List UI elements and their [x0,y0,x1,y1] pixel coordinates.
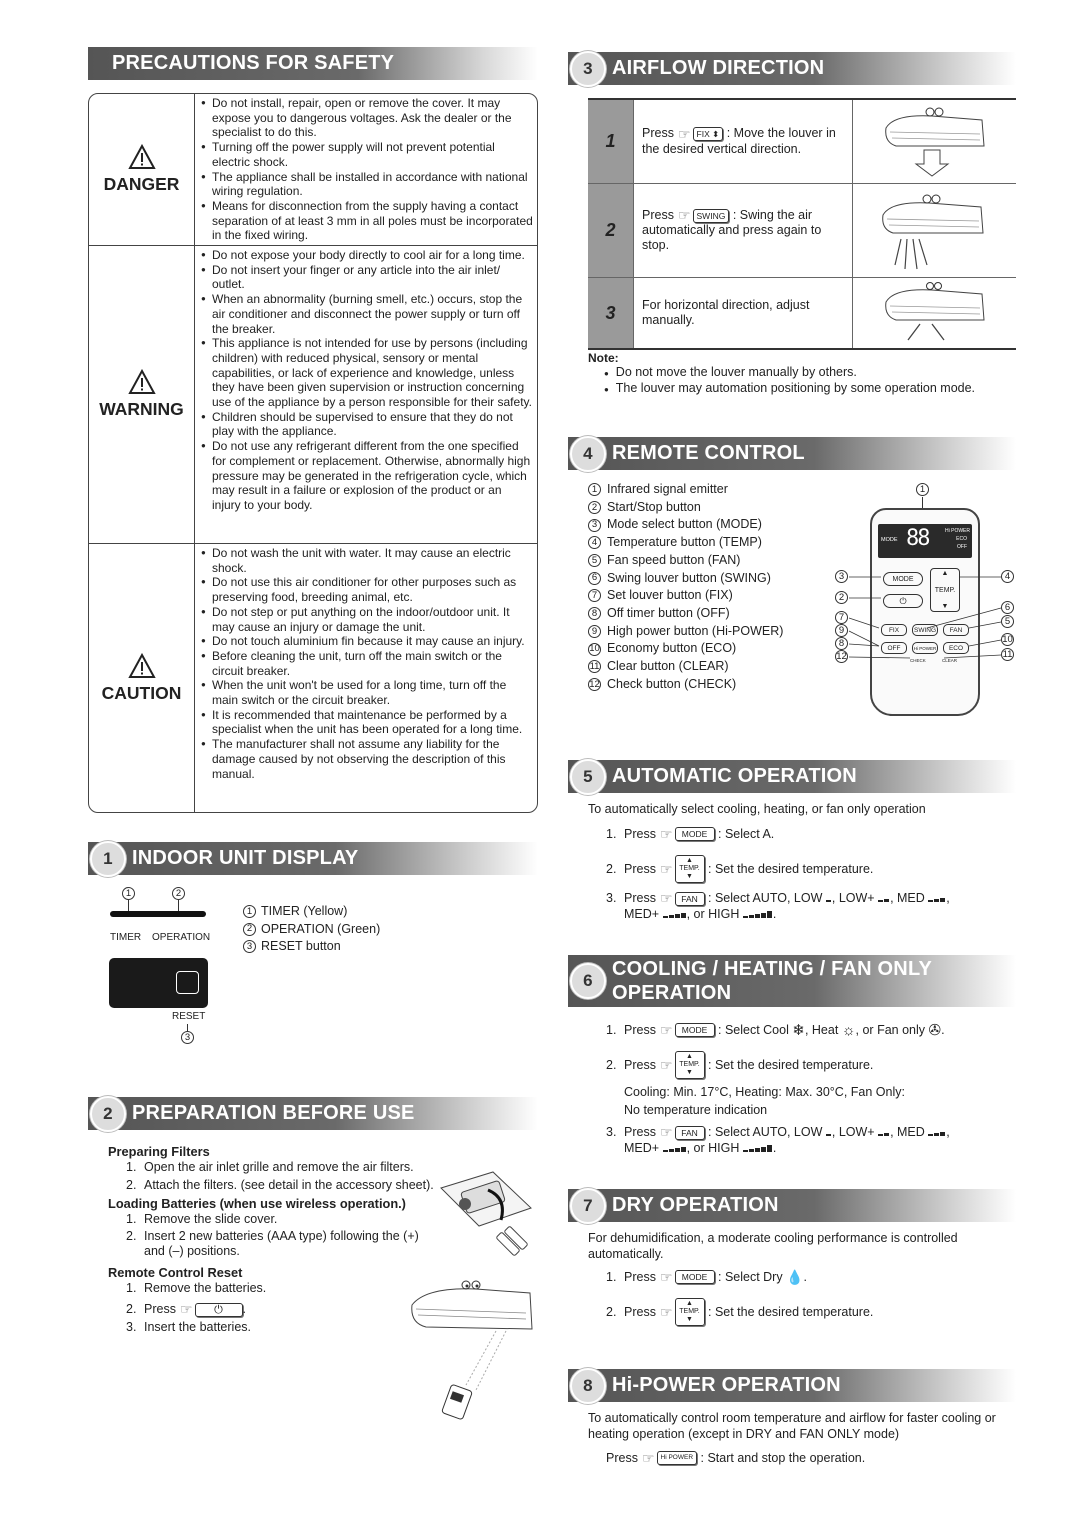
press-label: Press [624,1125,656,1140]
callout-1: 1 [916,483,929,496]
louver-horizontal-illustration [880,282,990,344]
step-text: : Start and stop the operation. [700,1451,866,1465]
power-button[interactable]: ⏻ [195,1303,243,1317]
step-num: 2. [606,1058,617,1072]
airflow-instruction: : Move the louver in the desired vertical direction. [642,126,836,156]
filter-step-2: Attach the filters. (see detail in the accessory sheet). [144,1177,434,1192]
step-text: : Select AUTO, LOW [708,891,823,906]
remote-eco-button[interactable]: ECO [943,642,969,654]
callout-7: 7 [835,611,848,624]
fan-button[interactable]: FAN [675,1126,705,1140]
remote-legend-item [588,623,783,641]
caution-items [195,544,537,812]
section-7-title: DRY OPERATION [612,1194,779,1216]
section-number: 7 [570,1188,606,1224]
fan-high-icon [743,1141,773,1157]
step-num: 2. [126,1302,137,1317]
hipower-step [606,1446,865,1470]
step-num: 2. [606,1305,617,1319]
section-number: 2 [90,1096,126,1132]
lcd-digits: 88 [906,526,929,551]
legend-number: 6 [588,572,601,585]
section-number: 6 [570,963,606,999]
caution-row [89,544,537,812]
section-5-title: AUTOMATIC OPERATION [612,765,857,787]
warning-label: WARNING [99,399,184,419]
cool-snowflake-icon: ❄ [792,1022,805,1039]
safety-item: ● Do not use any refrigerant different from the one specified for complement or replacement. Otherwise, abnormally high pressure may be generated in the refrigeration cycle, which may result in a failure or explosion of the product or an injury to your body. [201,439,533,513]
airflow-illustration [853,100,1016,183]
step-text: , MED [890,1125,925,1140]
step-text: . [772,1140,777,1155]
section-number: 4 [570,436,606,472]
hand-icon: ☞ [677,125,691,142]
hand-icon: ☞ [659,1021,673,1038]
press-label: Press [624,891,656,906]
legend-label: Clear button (CLEAR) [607,659,729,674]
danger-label: DANGER [103,174,180,194]
step-num: 1. [126,1160,137,1174]
auto-steps: 1. Press ☞ MODE : Select A. 2. Press ☞ ▲ TEMP. ▼ : Set the desired temperature. 3. Press ☞ FAN : Select AUTO, LOW , LOW+ , MED , MED+ , or HIGH . [606,825,950,921]
remote-fan-button[interactable]: FAN [943,624,969,636]
filters-heading: Preparing Filters [108,1144,210,1159]
press-label: Press [642,126,674,141]
fan-button[interactable]: FAN [675,892,705,906]
remote-power-button[interactable]: ⏻ [883,594,923,608]
safety-item: ● This appliance is not intended for use by persons (including children) with reduced physical, sensory or mental capabilities, or lack of experience and knowledge, unless they have been given supervision or instruction concerning use of the appliance by a person responsible for their safety. [201,336,533,410]
remote-off-button[interactable]: OFF [881,642,907,654]
hand-icon: ☞ [677,207,691,224]
step-text: : Set the desired temperature. [708,862,874,876]
battery-step-2: Insert 2 new batteries (AAA type) following the (+) and (–) positions. [144,1228,419,1258]
temp-button[interactable]: ▲ TEMP. ▼ [675,855,705,883]
warning-label-cell [89,246,195,543]
safety-table [88,93,538,813]
caution-label-cell [89,544,195,812]
temp-label: TEMP. [679,1061,700,1068]
step-text: , LOW+ [831,891,875,906]
caution-label: CAUTION [101,682,182,703]
legend-number: 9 [588,625,601,638]
warning-row [89,246,537,544]
airflow-table [588,98,1016,350]
step-num: 1. [606,1023,617,1037]
step-text: : Set the desired temperature. [708,1058,874,1072]
step-text: . [803,1270,808,1284]
legend-num: 1 [243,905,256,918]
step-num: 1. [126,1280,137,1295]
legend-label: Set louver button (FIX) [607,588,733,603]
legend-reset: RESET button [261,939,341,953]
step-text: : Select AUTO, LOW [708,1125,823,1140]
step-num: 2. [126,1177,137,1192]
safety-header [88,47,538,80]
section-number: 1 [90,841,126,877]
section-2-title: PREPARATION BEFORE USE [132,1102,415,1124]
danger-row [89,94,537,246]
step-text: : Select A. [718,827,775,841]
safety-item: ● Do not touch aluminium fin because it may cause an injury. [201,634,533,649]
remote-hipower-button[interactable]: Hi POWER [912,642,938,654]
step-text: , Heat [804,1023,839,1037]
note-1: Do not move the louver manually by others. [615,365,857,379]
step-text: . [941,1023,945,1037]
warning-items [195,246,537,543]
lcd-mode: MODE [881,537,898,543]
louver-swing-illustration [877,189,993,273]
remote-legend-item [588,676,783,694]
step-text: , or HIGH [686,906,740,921]
operation-label: OPERATION [152,932,211,943]
safety-item: ● Do not use this air conditioner for other purposes such as preserving food, breeding animal, etc. [201,575,533,604]
airflow-row-text [634,100,853,183]
temp-range-line: No temperature indication [624,1103,768,1117]
step-text: , or HIGH [686,1140,740,1155]
legend-label: Fan speed button (FAN) [607,552,741,567]
filter-step-1: Open the air inlet grille and remove the air filters. [144,1160,414,1174]
remote-mode-button[interactable]: MODE [883,572,923,586]
cool-heat-steps: 1. Press ☞ MODE : Select Cool ❄ , Heat ☼ , or Fan only ✇ . 2. Press ☞ ▲ TEMP. ▼ : Set the desired temperature. Cooling: Min. 17°C, Heating: Max. 30°C, Fan Only: No temperature indication 3. Press ☞ FAN : Select AUTO, LOW , LOW+ , MED , MED+ , or HIGH . [606,1018,1016,1156]
step-num: 2. [126,1228,137,1243]
airflow-row-text [634,184,853,277]
safety-item: ● When the unit won't be used for a long time, turn off the main switch or the circuit breaker. [201,678,533,707]
legend-number: 4 [588,536,601,549]
safety-title: PRECAUTIONS FOR SAFETY [112,52,395,74]
heat-sun-icon: ☼ [841,1021,856,1039]
section-3-title: AIRFLOW DIRECTION [612,57,825,79]
legend-timer: TIMER (Yellow) [261,904,348,918]
legend-label: Off timer button (OFF) [607,605,730,620]
remote-legend-item [588,587,783,605]
step-num: 3. [126,1319,137,1334]
dry-droplet-icon: 💧 [786,1268,804,1285]
indoor-display-figure [108,886,238,1056]
temp-range-line: Cooling: Min. 17°C, Heating: Max. 30°C, Fan Only: [624,1085,905,1099]
temp-label: TEMP. [679,865,700,872]
airflow-row [588,184,1016,278]
fan-only-icon: ✇ [928,1022,942,1039]
remote-check-label[interactable]: CHECK [910,658,926,663]
press-label: Press [606,1451,638,1465]
section-1-title: INDOOR UNIT DISPLAY [132,847,359,869]
step-text: : Select Dry [718,1270,783,1284]
step-num: 1. [126,1212,137,1226]
section-6-title-line1: COOLING / HEATING / FAN ONLY [612,958,933,980]
reset-heading: Remote Control Reset [108,1264,243,1280]
remote-temp-button[interactable]: ▲ TEMP. ▼ [930,568,960,612]
fan-medplus-icon [663,1141,687,1157]
remote-legend-item [588,499,783,517]
callout-3: 3 [835,570,848,583]
reset-step-1: Remove the batteries. [144,1280,267,1295]
remote-legend-item [588,570,783,588]
hand-icon: ☞ [179,1301,193,1317]
step-num: 1. [606,827,617,841]
airflow-note: Note: ● Do not move the louver manually by others. ● The louver may automation positioning by some operation mode. [588,351,1016,397]
callout-4: 4 [1001,570,1014,583]
timer-label: TIMER [110,932,142,943]
airflow-illustration [853,184,1016,277]
hand-icon: ☞ [659,860,673,877]
legend-num: 2 [243,923,256,936]
warning-triangle-icon [128,369,156,395]
legend-label: Temperature button (TEMP) [607,535,762,550]
step-text: . [772,906,777,921]
fan-medplus-icon [663,907,687,923]
section-5-header [568,760,1016,793]
battery-remote-illustration [433,1168,538,1264]
hand-icon: ☞ [659,1303,673,1320]
section-6-header [568,955,1016,1007]
remote-clear-label[interactable]: CLEAR [942,658,958,663]
danger-label-cell [89,94,195,245]
safety-item: ● Do not install, repair, open or remove the cover. It may expose you to dangerous voltages. Ask the dealer or the specialist to do this. [201,96,533,140]
callout-3: 3 [181,1031,194,1044]
press-label: Press [624,1305,656,1319]
legend-operation: OPERATION (Green) [261,921,381,936]
callout-1: 1 [122,887,135,900]
callout-11: 11 [1002,648,1013,660]
hand-icon: ☞ [659,1124,673,1140]
step-num: 1. [606,1270,617,1284]
airflow-illustration [853,278,1016,348]
airflow-row [588,278,1016,348]
mode-button[interactable]: MODE [675,827,715,841]
section-number: 3 [570,51,606,87]
temp-label: TEMP. [679,1308,700,1315]
lcd-eco: ECO [956,536,967,542]
safety-item: ● When an abnormality (burning smell, etc.) occurs, stop the air conditioner and disconnect the power supply or turn off the breaker. [201,292,533,336]
reset-step-2: Press [144,1302,176,1317]
safety-item: ● The appliance shall be installed in accordance with national wiring regulation. [201,170,533,199]
legend-label: Check button (CHECK) [607,676,737,691]
mode-button[interactable]: MODE [675,1270,715,1284]
legend-label: Mode select button (MODE) [607,517,762,532]
remote-legend-item [588,534,783,552]
safety-item: ● Do not expose your body directly to cool air for a long time. [201,248,533,263]
indoor-unit-illustration [406,1275,538,1423]
fan-med-icon [928,1125,946,1141]
legend-label: Start/Stop button [607,499,701,514]
note-2: The louver may automation positioning by some operation mode. [615,381,976,395]
swing-button[interactable]: SWING [693,209,730,223]
reset-label: RESET [172,1011,206,1022]
safety-item: ● It is recommended that maintenance be performed by a specialist when the unit has been operated for a long time. [201,708,533,737]
temp-label: TEMP. [934,586,956,594]
step-text: MED+ [624,1140,660,1155]
batteries-heading: Loading Batteries (when use wireless operation.) [108,1196,406,1211]
step-num: 3. [606,1125,617,1139]
airflow-instruction: : Swing the air automatically and press again to stop. [642,207,822,253]
safety-item: ● Before cleaning the unit, turn off the main switch or the circuit breaker. [201,649,533,678]
legend-label: High power button (Hi-POWER) [607,623,784,638]
step-text: , MED [890,891,925,906]
safety-item: ● Do not step or put anything on the indoor/outdoor unit. It may cause an injury or damage the unit. [201,605,533,634]
section-8-title: Hi-POWER OPERATION [612,1374,841,1396]
legend-number: 10 [589,643,600,655]
airflow-row-number: 3 [588,278,634,348]
step-text: : Select Cool [718,1023,789,1037]
lcd-off: OFF [957,544,967,550]
section-number: 5 [570,759,606,795]
hand-icon: ☞ [659,825,673,842]
note-label: Note: [588,351,619,365]
callout-lines [832,482,1016,717]
temp-button[interactable]: ▲ TEMP. ▼ [675,1298,705,1326]
step-text: : Set the desired temperature. [708,1305,874,1319]
remote-legend [588,481,783,693]
legend-number: 5 [588,554,601,567]
auto-intro: To automatically select cooling, heating, or fan only operation [588,802,926,816]
section-4-title: REMOTE CONTROL [612,442,805,464]
reset-button[interactable] [176,971,199,994]
callout-12: 12 [836,650,847,662]
legend-number: 2 [588,501,601,514]
step-text: , or Fan only [855,1023,926,1037]
airflow-row-number: 2 [588,184,634,277]
fan-med-icon [928,891,946,907]
press-label: Press [642,207,674,222]
callout-2: 2 [835,591,848,604]
legend-number: 8 [588,607,601,620]
dry-steps [606,1265,1016,1330]
fan-lowplus-icon [878,891,890,907]
press-label: Press [624,1058,656,1072]
section-2-header [88,1097,538,1130]
legend-label: Economy button (ECO) [607,641,737,656]
step-text: MED+ [624,906,660,921]
mode-button[interactable]: MODE [675,1023,715,1037]
callout-8: 8 [835,637,848,650]
hand-icon: ☞ [641,1449,655,1466]
fan-high-icon [743,907,773,923]
section-7-header [568,1189,1016,1222]
fan-lowplus-icon [878,1125,890,1141]
remote-legend-item [588,640,783,658]
hipower-button[interactable]: Hi POWER [657,1451,698,1465]
remote-legend-item [588,516,783,534]
reset-step-3: Insert the batteries. [144,1319,252,1334]
airflow-row-text: For horizontal direction, adjust manually. [634,278,853,348]
callout-6: 6 [1001,601,1014,614]
legend-number: 3 [588,519,601,532]
hand-icon: ☞ [659,890,673,906]
callout-10: 10 [1002,633,1013,645]
danger-items [195,94,537,245]
legend-num: 3 [243,940,256,953]
section-4-header [568,437,1016,470]
remote-swing-button[interactable]: SWING [912,624,938,636]
lcd-hipower: Hi POWER [945,528,970,534]
warning-triangle-icon [128,144,156,170]
remote-legend-item [588,605,783,623]
legend-number: 11 [589,660,600,672]
legend-label: Swing louver button (SWING) [607,570,771,585]
display-legend [243,903,380,956]
preparation-content: Preparing Filters 1. Open the air inlet grille and remove the air filters. 2. Attach the filters. (see detail in the accessory sheet). Loading Batteries (when use wireless operation.) 1. Remove the slide cover. 2. Insert 2 new batteries (AAA type) following the (+) and (–) positions. Remote Control Reset 1. Remove the batteries. 2. Press ☞ ⏻ . 3. Insert the batteries. [108,1144,538,1336]
dry-intro: For dehumidification, a moderate cooling performance is controlled automatically. [588,1231,958,1261]
legend-label: Infrared signal emitter [607,482,728,496]
section-8-header [568,1369,1016,1402]
safety-item: ● Do not insert your finger or any article into the air inlet/ outlet. [201,263,533,292]
safety-item: ● Children should be supervised to ensure that they do not play with the appliance. [201,410,533,439]
legend-number: 1 [588,483,601,496]
remote-legend-item [588,552,783,570]
legend-number: 12 [589,678,600,690]
safety-item: ● Turning off the power supply will not prevent potential electric shock. [201,140,533,169]
safety-item: ● The manufacturer shall not assume any liability for the damage caused by not observing the description of this manual. [201,737,533,781]
hipower-intro: To automatically control room temperature and airflow for faster cooling or heating operation (except in DRY and FAN ONLY mode) [588,1411,996,1441]
press-label: Press [624,1270,656,1284]
hand-icon: ☞ [659,1268,673,1285]
display-panel [109,958,208,1008]
louver-vertical-illustration [880,106,990,178]
callout-2: 2 [172,887,185,900]
temp-button[interactable]: ▲ TEMP. ▼ [675,1051,705,1079]
airflow-row-number: 1 [588,100,634,183]
safety-item: ● Do not wash the unit with water. It may cause an electric shock. [201,546,533,575]
callout-5: 5 [1001,615,1014,628]
warning-triangle-icon [128,653,156,679]
section-6-title-line2: OPERATION [612,982,732,1004]
remote-illustration [832,482,1016,717]
remote-legend-item [588,658,783,676]
hand-icon: ☞ [659,1056,673,1073]
press-label: Press [624,862,656,876]
battery-step-1: Remove the slide cover. [144,1212,278,1226]
section-number: 8 [570,1368,606,1404]
section-1-header [88,842,538,875]
remote-fix-button[interactable]: FIX [881,624,907,636]
callout-9: 9 [835,624,848,637]
section-3-header [568,52,1016,85]
press-label: Press [624,827,656,841]
fix-button[interactable]: FIX ⬍ [693,127,724,141]
press-label: Press [624,1023,656,1037]
step-num: 3. [606,891,617,905]
indicator-bar [110,911,206,917]
safety-item: ● Means for disconnection from the supply having a contact separation of at least 3 mm in all poles must be incorporated in the fixed wiring. [201,199,533,243]
step-num: 2. [606,862,617,876]
step-text: , LOW+ [831,1125,875,1140]
legend-number: 7 [588,589,601,602]
airflow-row [588,100,1016,184]
remote-legend-item [588,481,783,499]
